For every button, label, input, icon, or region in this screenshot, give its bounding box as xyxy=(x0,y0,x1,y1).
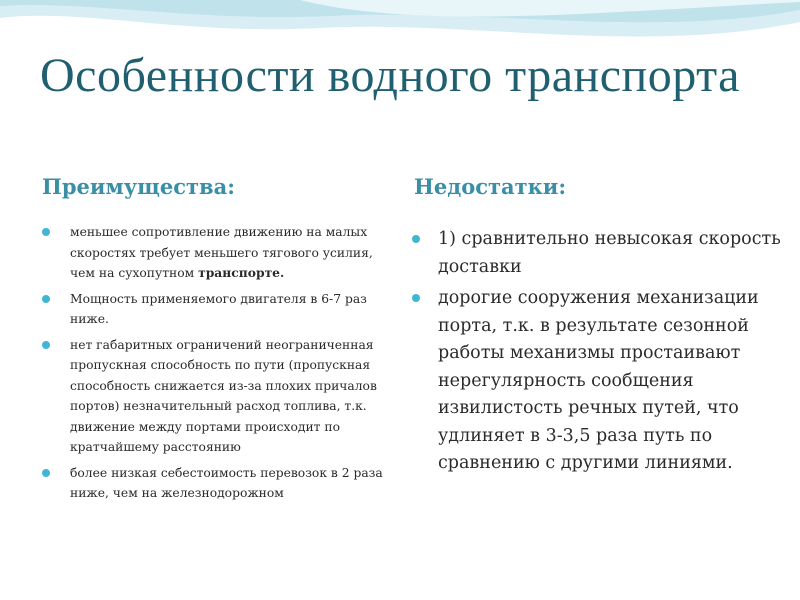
advantages-heading: Преимущества: xyxy=(42,174,235,199)
bullet-icon xyxy=(42,341,50,349)
advantages-list xyxy=(42,222,387,509)
advantage-item xyxy=(42,463,387,504)
advantage-bold-text: транспорте. xyxy=(198,265,285,280)
bullet-icon xyxy=(42,228,50,236)
disadvantage-text: 1) сравнительно невысокая скорость доставки xyxy=(438,229,781,277)
disadvantages-heading: Недостатки: xyxy=(414,174,567,199)
advantage-text: более низкая себестоимость перевозок в 2 раза ниже, чем на железнодорожном xyxy=(70,465,383,500)
slide-title: Особенности водного транспорта xyxy=(40,49,740,102)
disadvantage-item xyxy=(412,285,782,478)
bullet-icon xyxy=(412,294,420,302)
disadvantages-list xyxy=(412,226,782,482)
bullet-icon xyxy=(42,469,50,477)
advantage-item xyxy=(42,289,387,330)
bullet-icon xyxy=(42,295,50,303)
advantage-text: нет габаритных ограничений неограниченная пропускная способность по пути (пропускная способность снижается из-за плохих причалов портов) незначительный расход топлива, т.к. движение между портами происходит по кратчайшему расстоянию xyxy=(70,337,377,454)
bullet-icon xyxy=(412,235,420,243)
advantage-text: Мощность применяемого двигателя в 6-7 раз ниже. xyxy=(70,291,367,326)
disadvantage-text: дорогие сооружения механизации порта, т.к. в результате сезонной работы механизмы простаивают нерегулярность сообщения извилистость речных путей, что удлиняет в 3-3,5 раза путь по сравнению с другими линиями. xyxy=(438,288,759,473)
advantage-item xyxy=(42,335,387,458)
disadvantage-item xyxy=(412,226,782,281)
advantage-item xyxy=(42,222,387,284)
advantage-text: меньшее сопротивление движению на малых скоростях требует меньшего тягового усилия, чем на сухопутном xyxy=(70,225,373,280)
